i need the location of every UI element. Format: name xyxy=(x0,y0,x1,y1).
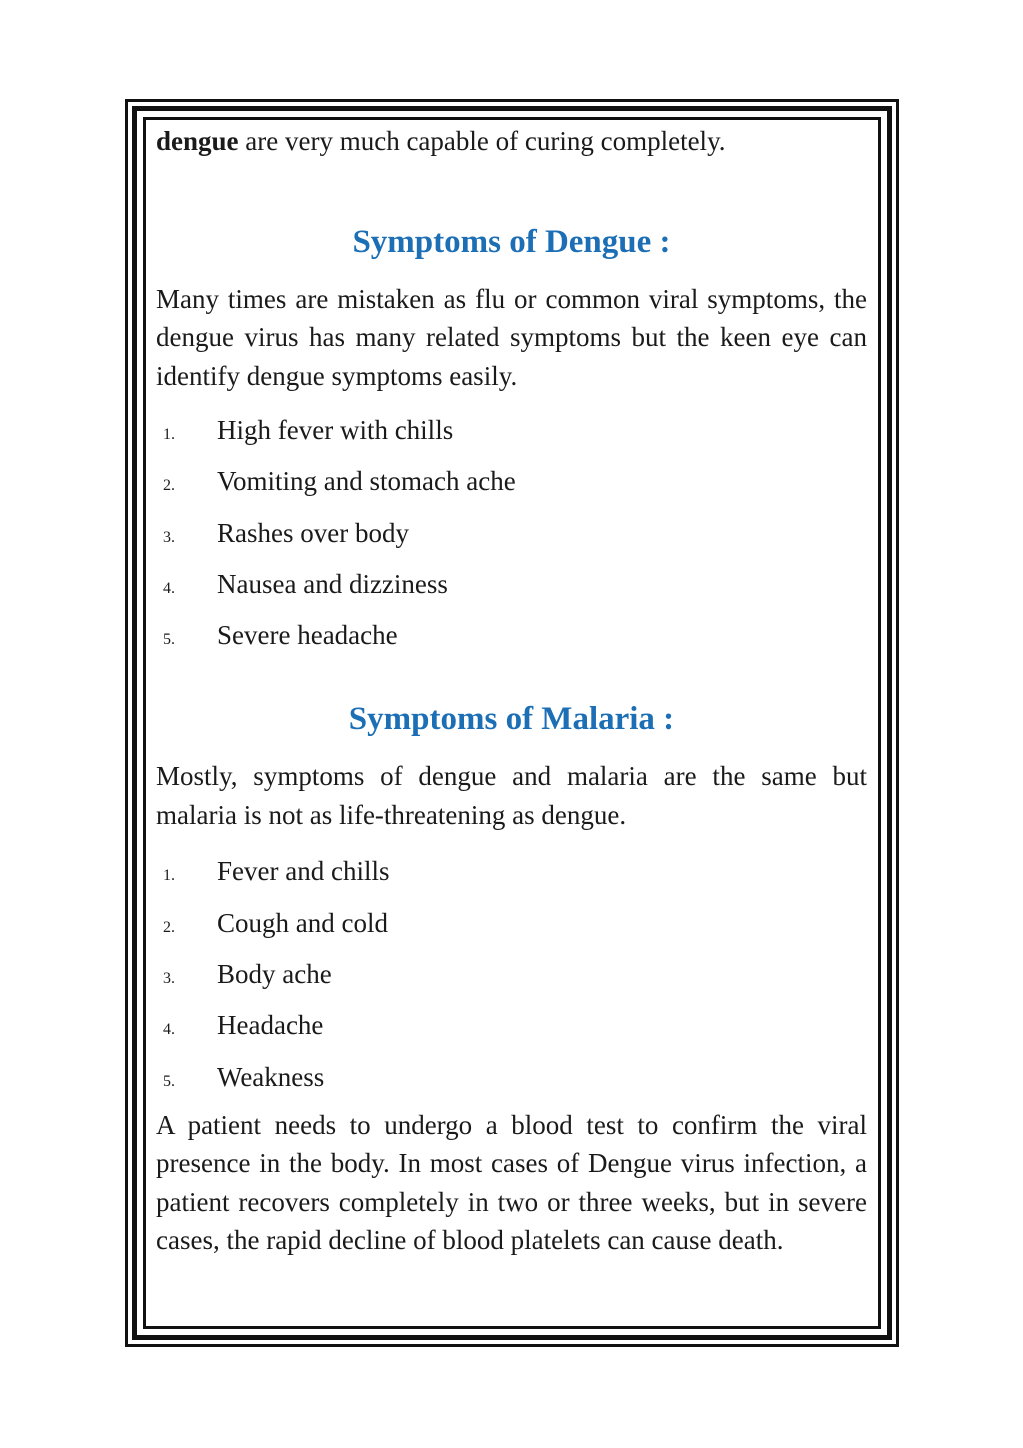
list-item-text: High fever with chills xyxy=(217,415,454,445)
list-item-number: 1. xyxy=(163,426,175,443)
list-item-text: Body ache xyxy=(217,959,332,990)
list-item-number: 4. xyxy=(163,579,175,597)
list-item-text: Severe headache xyxy=(217,620,398,651)
list-item-text: Fever and chills xyxy=(217,856,390,887)
list-item xyxy=(156,1060,867,1111)
list-item-number: 4. xyxy=(163,1021,175,1039)
list-item-number: 2. xyxy=(163,477,175,495)
list-item-text: Headache xyxy=(217,1010,324,1041)
malaria-symptom-list xyxy=(156,854,867,1110)
dengue-paragraph: Many times are mistaken as flu or common viral symptoms, the dengue virus has many related symptoms but the keen eye can identify dengue symptoms easily. xyxy=(156,283,867,391)
list-item-number: 3. xyxy=(163,970,175,988)
malaria-heading: Symptoms of Malaria : xyxy=(348,701,675,738)
page-content xyxy=(156,122,867,1260)
list-item xyxy=(156,464,867,515)
list-item-number: 5. xyxy=(163,1072,175,1090)
list-item-number: 5. xyxy=(163,631,175,649)
list-item xyxy=(156,413,867,464)
dengue-heading: Symptoms of Dengue : xyxy=(352,223,671,260)
intro-bold-word: dengue xyxy=(156,126,239,156)
list-item-text: Nausea and dizziness xyxy=(217,568,448,599)
list-item xyxy=(156,906,867,957)
list-item xyxy=(156,567,867,618)
list-item-text: Weakness xyxy=(217,1061,325,1092)
intro-paragraph xyxy=(156,122,867,161)
list-item-number: 2. xyxy=(163,918,175,936)
closing-paragraph: A patient needs to undergo a blood test to confirm the viral presence in the body. In most cases of Dengue virus infection, a patient recovers completely in two or three weeks, but in severe cases, the rapid decline of blood platelets can cause death. xyxy=(156,1109,867,1256)
list-item xyxy=(156,516,867,567)
list-item xyxy=(156,854,867,905)
list-item-number: 3. xyxy=(163,528,175,546)
list-item-text: Cough and cold xyxy=(217,907,388,938)
list-item xyxy=(156,618,867,669)
dengue-symptom-list xyxy=(156,413,867,669)
list-item-text: Rashes over body xyxy=(217,517,409,548)
malaria-paragraph: Mostly, symptoms of dengue and malaria are the same but malaria is not as life-threatening as dengue. xyxy=(156,761,867,830)
list-item xyxy=(156,957,867,1008)
intro-text: are very much capable of curing completely. xyxy=(238,126,726,156)
list-item-number: 1. xyxy=(163,867,175,885)
list-item-text: Vomiting and stomach ache xyxy=(217,466,516,497)
list-item xyxy=(156,1008,867,1059)
